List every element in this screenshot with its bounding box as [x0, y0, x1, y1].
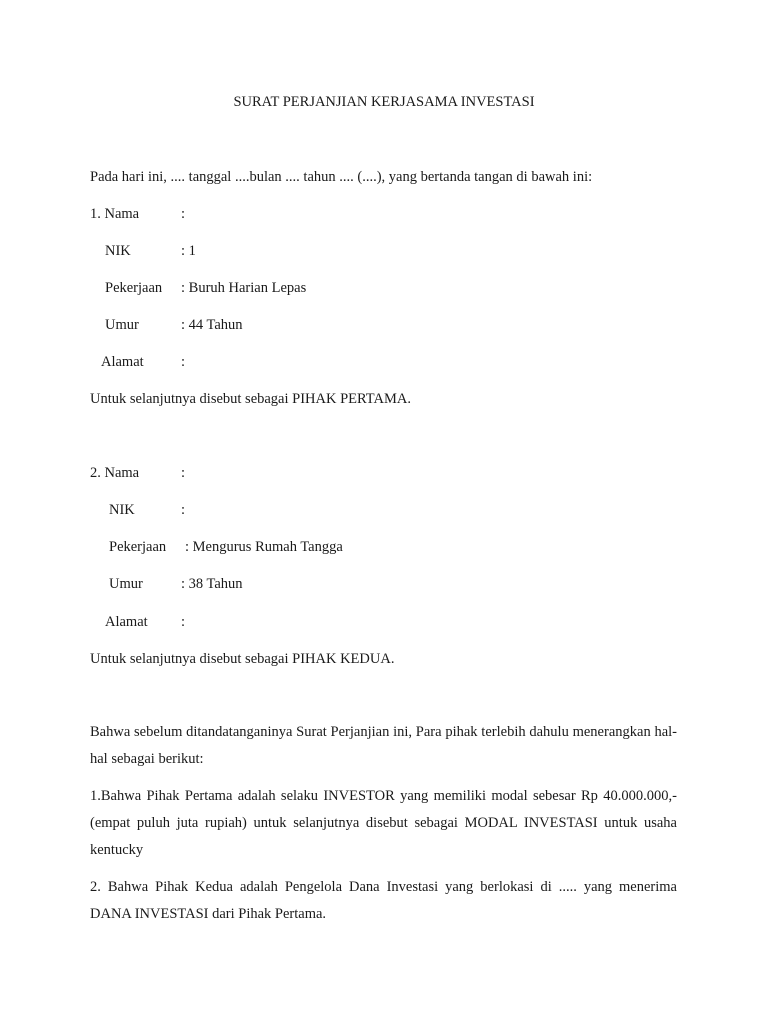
party2-nik-value: :	[181, 502, 186, 518]
recital-item-2: 2. Bahwa Pihak Kedua adalah Pengelola Dana Investasi yang berlokasi di ..... yang menerima DANA INVESTASI dari Pihak Pertama.	[90, 879, 677, 922]
party1-name-value: :	[181, 206, 186, 222]
party1-address-value: :	[181, 354, 186, 370]
party1-age-label: Umur	[105, 317, 139, 333]
party2-nik-label: NIK	[109, 502, 135, 518]
party2-address-value: :	[181, 614, 186, 630]
party1-nik-value: : 1	[181, 243, 196, 259]
party2-job-value: : Mengurus Rumah Tangga	[185, 539, 343, 555]
party1-job-label: Pekerjaan	[105, 280, 163, 296]
party1-age-value: : 44 Tahun	[181, 317, 243, 333]
recital-intro: Bahwa sebelum ditandatanganinya Surat Perjanjian ini, Para pihak terlebih dahulu menerangkan hal-hal sebagai berikut:	[90, 724, 677, 767]
party2-age-value: : 38 Tahun	[181, 576, 243, 592]
party2-closing: Untuk selanjutnya disebut sebagai PIHAK KEDUA.	[90, 651, 395, 667]
party2-name-label: 2. Nama	[90, 465, 140, 481]
party2-address-label: Alamat	[105, 614, 148, 630]
recital-item-1: 1.Bahwa Pihak Pertama adalah selaku INVESTOR yang memiliki modal sebesar Rp 40.000.000,- (empat puluh juta rupiah) untuk selanjutnya disebut sebagai MODAL INVESTASI untuk usaha kentucky	[90, 788, 677, 858]
party2-name-value: :	[181, 465, 186, 481]
party1-nik-label: NIK	[105, 243, 131, 259]
party2-job-label: Pekerjaan	[109, 539, 167, 555]
party1-job-value: : Buruh Harian Lepas	[181, 280, 307, 296]
party1-address-label: Alamat	[101, 354, 144, 370]
party1-name-label: 1. Nama	[90, 206, 140, 222]
opening-paragraph: Pada hari ini, .... tanggal ....bulan .... tahun .... (....), yang bertanda tangan di bawah ini:	[90, 169, 593, 185]
party2-age-label: Umur	[109, 576, 143, 592]
party1-closing: Untuk selanjutnya disebut sebagai PIHAK PERTAMA.	[90, 391, 411, 407]
document-title: SURAT PERJANJIAN KERJASAMA INVESTASI	[233, 94, 535, 110]
